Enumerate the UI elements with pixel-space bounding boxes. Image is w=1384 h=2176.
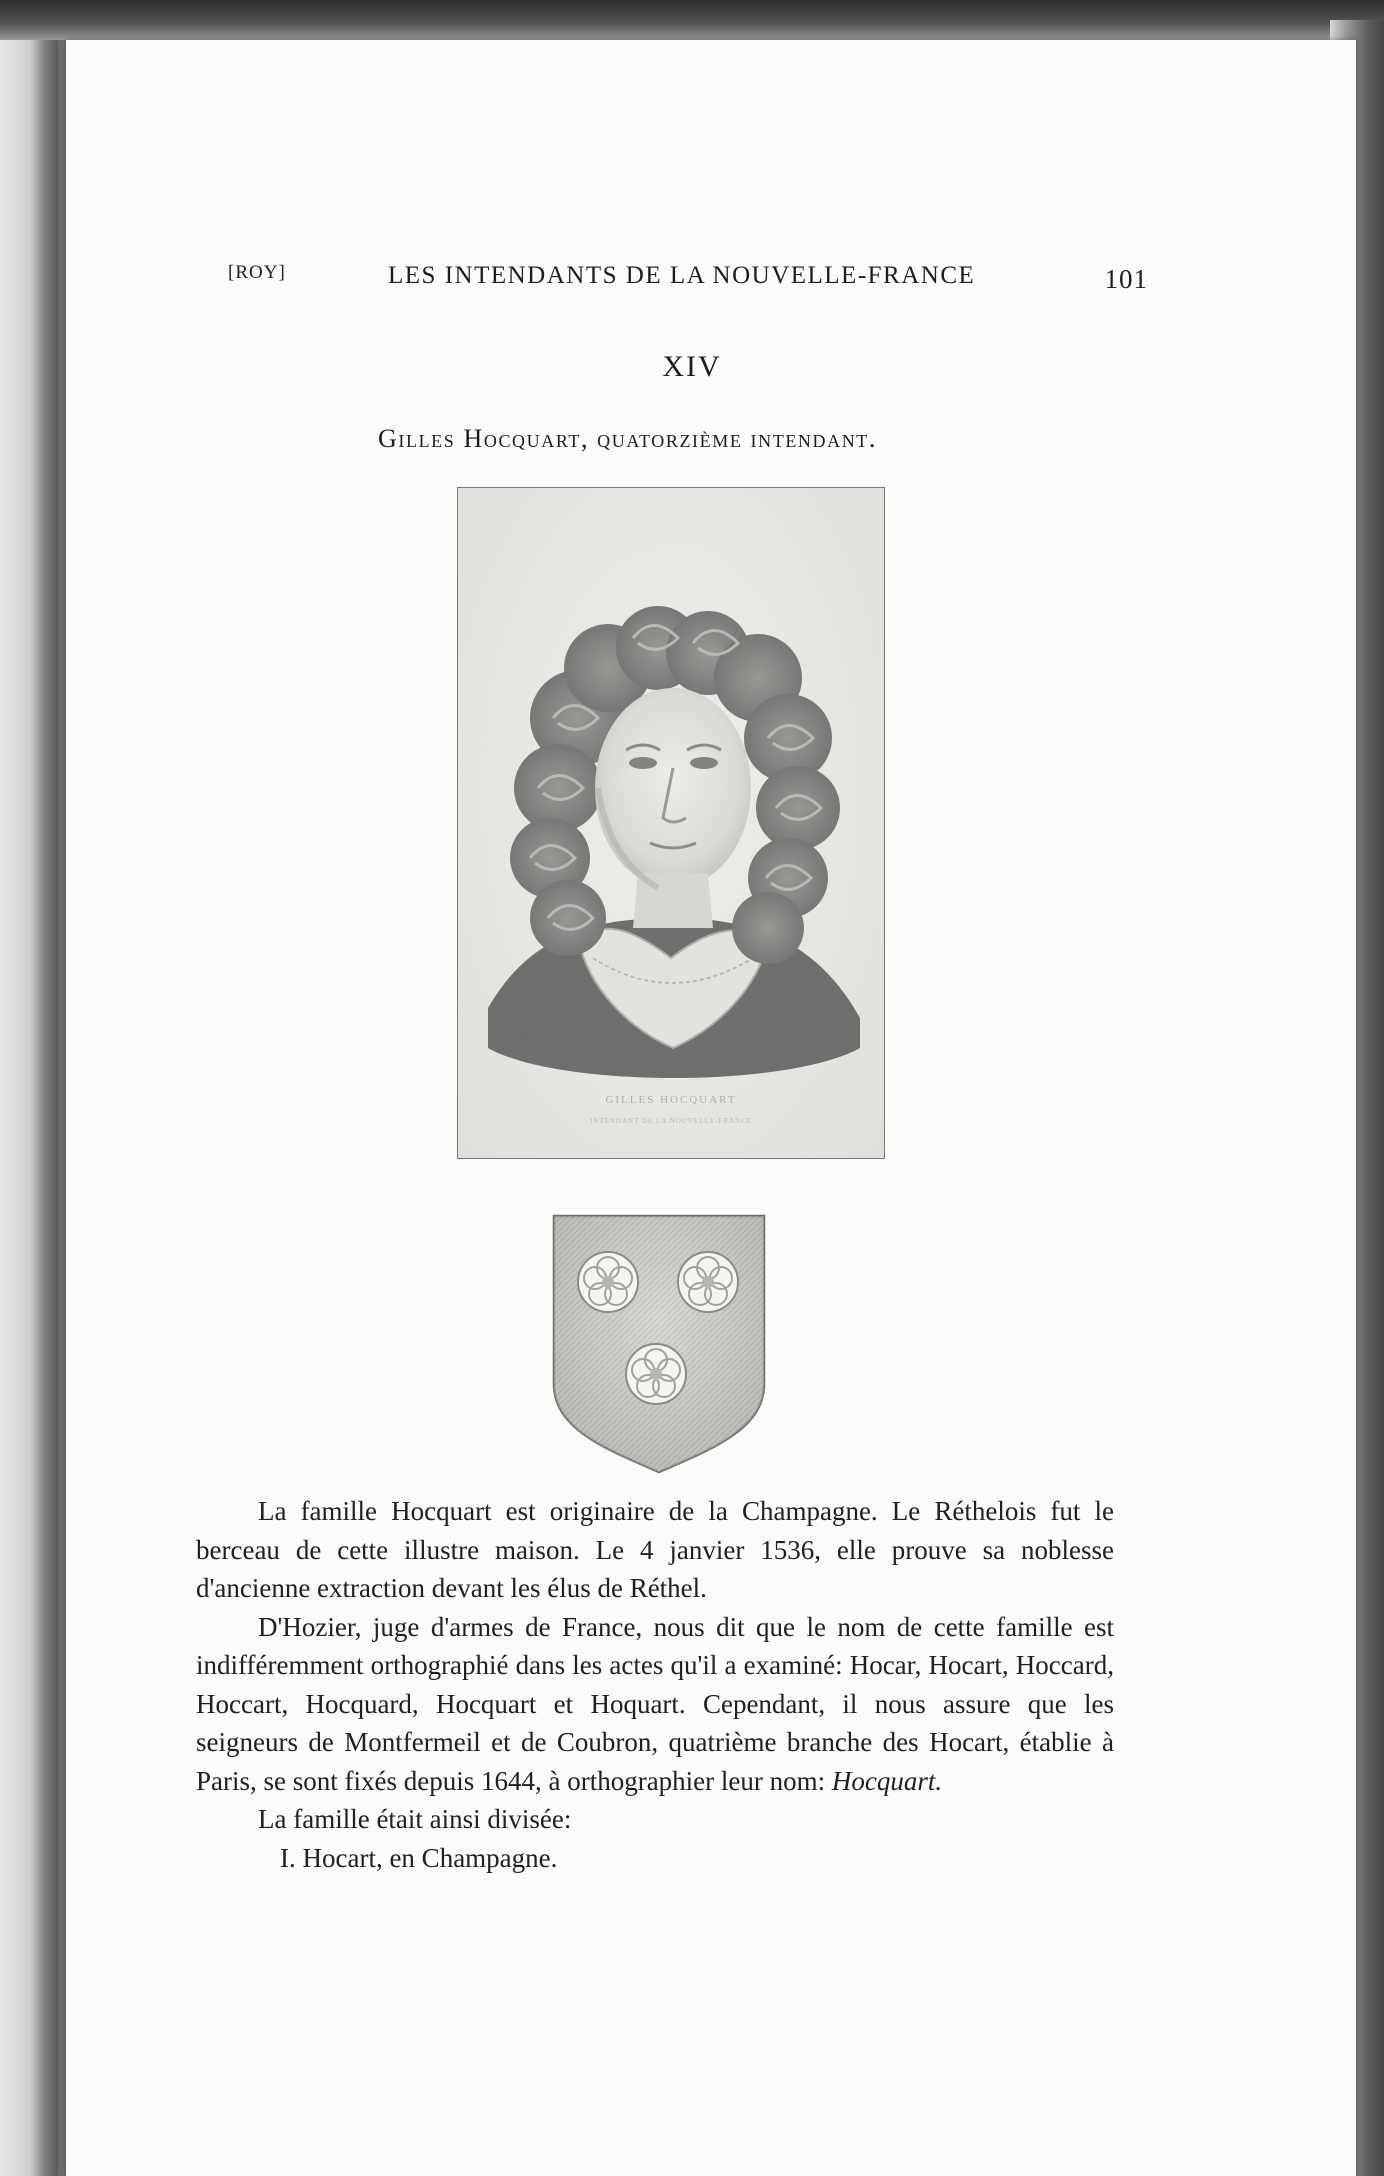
paragraph-division: La famille était ainsi divisée: (258, 1804, 572, 1834)
header-title: LES INTENDANTS DE LA NOUVELLE-FRANCE (388, 262, 976, 289)
chapter-number-block (0, 350, 1384, 384)
paragraph-dhozier-text: D'Hozier, juge d'armes de France, nous dit que le nom de cette famille est indifféremment orthographié dans les actes qu'il a examiné: Hocar, Hocart, Hoccard, Hoccart, Hocquard, Hocquart et Hoquart. Cependant, il nous assure que les seigneurs de Montfermeil et de Coubron, quatrième branche des Hocart, établie à Paris, se sont fixés depuis 1644, à orthographier leur nom: (196, 1611, 1114, 1796)
portrait-caption-role: INTENDANT DE LA NOUVELLE-FRANCE (589, 1117, 753, 1125)
header-author: [ROY] (228, 262, 286, 283)
body-text (196, 1492, 1114, 1877)
running-header (228, 262, 1148, 302)
chapter-title: Gilles Hocquart, quatorzième intendant. (378, 424, 878, 453)
shield-icon (552, 1214, 766, 1476)
portrait-engraving (458, 488, 884, 1158)
portrait-caption-name: GILLES HOCQUART (605, 1094, 737, 1106)
page-number: 101 (1104, 264, 1148, 294)
coat-of-arms (552, 1214, 766, 1476)
chapter-number: XIV (662, 350, 722, 383)
list-item: I. Hocart, en Champagne. (280, 1842, 558, 1873)
portrait-plate (457, 487, 885, 1159)
scan-top-edge (0, 0, 1384, 40)
paragraph-dhozier (196, 1608, 1114, 1801)
paragraph-dhozier-emphasis: Hocquart. (831, 1765, 943, 1796)
paragraph-origin: La famille Hocquart est originaire de la Champagne. Le Réthelois fut le berceau de cette illustre maison. Le 4 janvier 1536, elle prouve sa noblesse d'ancienne extraction devant les élus de Réthel. (196, 1496, 1114, 1603)
